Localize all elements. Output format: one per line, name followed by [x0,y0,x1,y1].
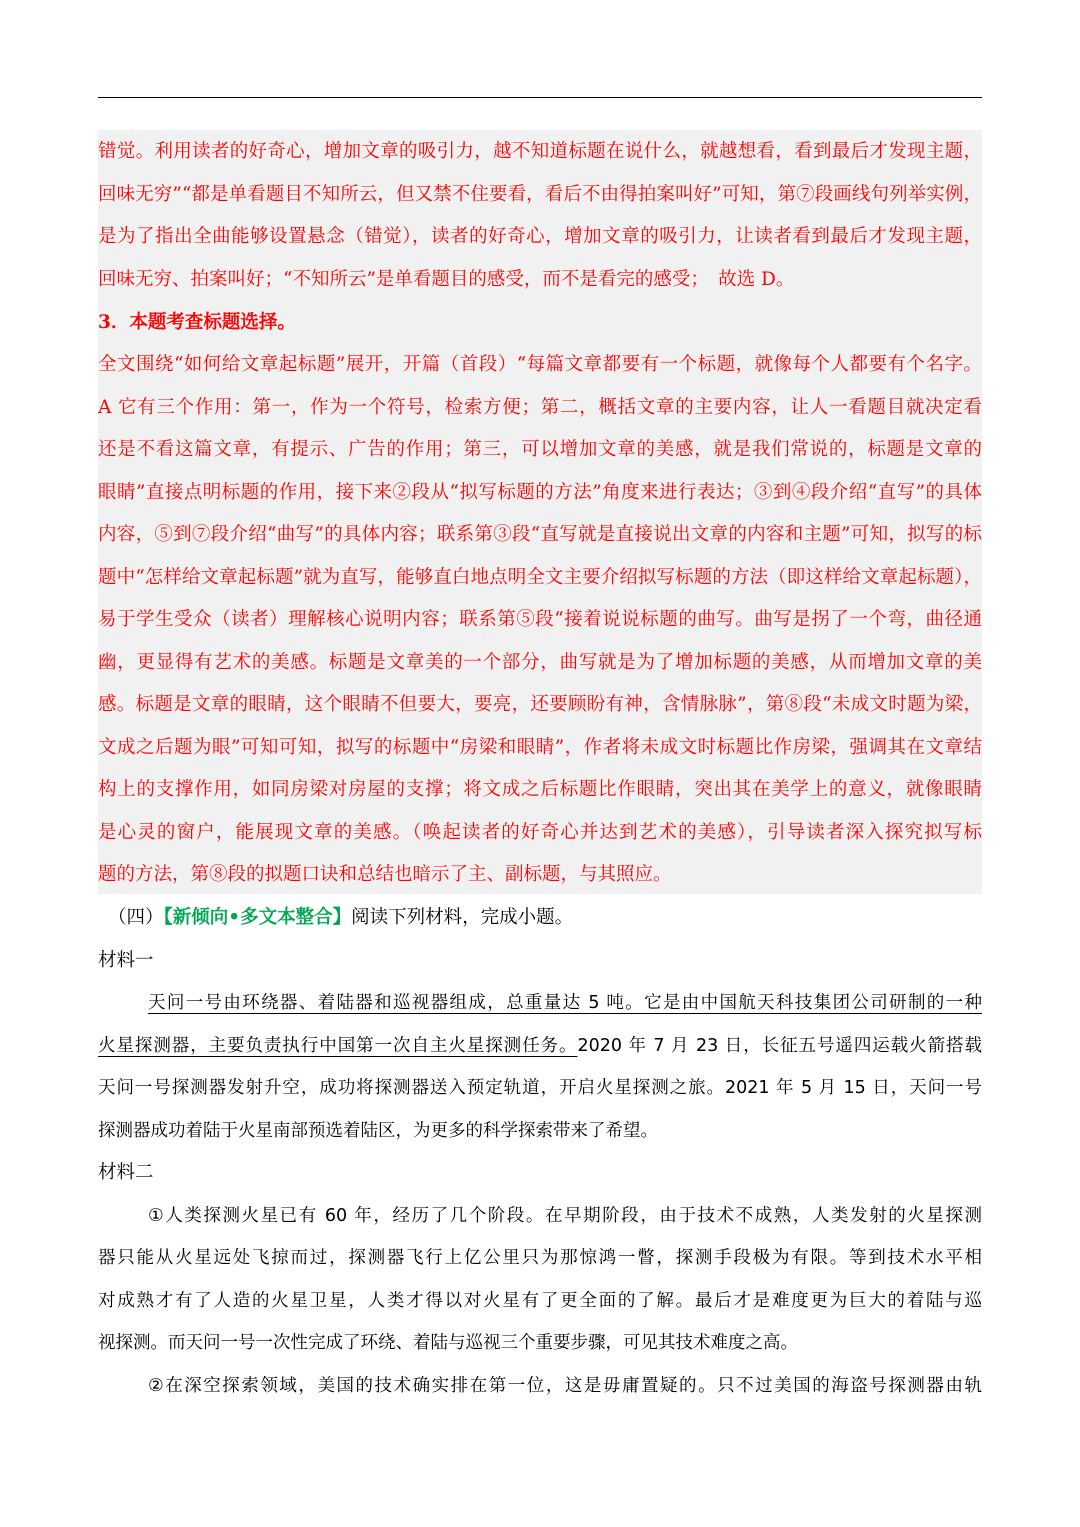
material-2-line: ①人类探测火星已有 60 年，经历了几个阶段。在早期阶段，由于技术不成熟，人类发射的火星探测 [148,1206,982,1226]
q3-line: 题中“怎样给文章起标题”就为直写，能够直白地点明全文主要介绍拟写标题的方法（即这样给文章起标题）， [98,567,982,588]
q3-line: 文成之后题为眼”可知可知，拟写的标题中“房梁和眼睛”，作者将未成文时标题比作房梁，强调其在文章结 [98,737,982,758]
q3-line: 眼睛”直接点明标题的作用，接下来②段从“拟写标题的方法”角度来进行表达；③到④段介绍“直写”的具体 [98,482,982,503]
material-2-line: 对成熟才有了人造的火星卫星，人类才得以对火星有了更全面的了解。最后才是难度更为巨大的着陆与巡 [98,1291,982,1311]
material-1-text: 2020 年 7 月 23 日，长征五号遥四运载火箭搭载 [577,1036,982,1056]
material-1-line: 天问一号由环绕器、着陆器和巡视器组成，总重量达 5 吨。它是由中国航天科技集团公司研制的一种 [148,993,982,1013]
header-rule [98,97,982,98]
section-4-heading [108,903,982,933]
q3-line: 易于学生受众（读者）理解核心说明内容；联系第⑤段“接着说说标题的曲写。曲写是拐了一个弯，曲径通 [98,609,982,630]
q3-line: 题的方法，第⑧段的拟题口诀和总结也暗示了主、副标题，与其照应。 [98,864,672,885]
material-2-line: 视探测。而天问一号一次性完成了环绕、着陆与巡视三个重要步骤，可见其技术难度之高。 [98,1333,798,1353]
material-2-line: 器只能从火星远处飞掠而过，探测器飞行上亿公里只为那惊鸿一瞥，探测手段极为有限。等到技术水平相 [98,1248,982,1268]
q3-line: 幽，更显得有艺术的美感。标题是文章美的一个部分，曲写就是为了增加标题的美感，从而增加文章的美 [98,652,982,673]
q3-line: A 它有三个作用：第一，作为一个符号，检索方便；第二，概括文章的主要内容，让人一看题目就决定看 [98,397,982,418]
q3-line: 是心灵的窗户，能展现文章的美感。（唤起读者的好奇心并达到艺术的美感），引导读者深入探究拟写标 [98,822,982,843]
material-1-line-2 [98,1031,982,1061]
material-1-title: 材料一 [98,950,154,971]
material-1-line: 天问一号探测器发射升空，成功将探测器送入预定轨道，开启火星探测之旅。2021 年 5 月 15 日，天问一号 [98,1078,982,1098]
q3-line: 全文围绕“如何给文章起标题”展开，开篇（首段）“每篇文章都要有一个标题，就像每个人都要有个名字。 [98,354,982,375]
q3-line: 还是不看这篇文章，有提示、广告的作用；第三，可以增加文章的美感，就是我们常说的，标题是文章的 [98,439,982,460]
answer-line: 错觉。利用读者的好奇心，增加文章的吸引力，越不知道标题在说什么，就越想看，看到最后才发现主题， [98,141,982,162]
answer-line: 回味无穷、拍案叫好；“不知所云”是单看题目的感受，而不是看完的感受； 故选 D。 [98,269,795,290]
q3-line: 构上的支撑作用，如同房梁对房屋的支撑；将文成之后标题比作眼睛，突出其在美学上的意义，就像眼睛 [98,779,982,800]
section-4-instruction: 阅读下列材料，完成小题。 [351,907,574,928]
answer-line: 回味无穷”“都是单看题目不知所云，但又禁不住要看，看后不由得拍案叫好”可知，第⑦段画线句列举实例， [98,184,982,205]
question-3-heading: 3．本题考查标题选择。 [98,312,296,333]
material-1-line: 探测器成功着陆于火星南部预选着陆区，为更多的科学探索带来了希望。 [98,1121,658,1141]
material-2-line: ②在深空探索领域，美国的技术确实排在第一位，这是毋庸置疑的。只不过美国的海盗号探测器由轨 [148,1376,982,1396]
section-4-prefix: （四） [108,907,164,928]
q3-line: 内容，⑤到⑦段介绍“曲写”的具体内容；联系第③段“直写就是直接说出文章的内容和主题”可知，拟写的标 [98,524,982,545]
material-2-title: 材料二 [98,1162,154,1183]
material-1-underlined-text: 火星探测器，主要负责执行中国第一次自主火星探测任务。 [98,1036,578,1056]
q3-line: 感。标题是文章的眼睛，这个眼睛不但要大，要亮，还要顾盼有神，含情脉脉”，第⑧段“未成文时题为梁， [98,694,982,715]
answer-line: 是为了指出全曲能够设置悬念（错觉），读者的好奇心，增加文章的吸引力，让读者看到最后才发现主题， [98,226,982,247]
section-4-tag: 【新倾向•多文本整合】 [163,907,352,928]
